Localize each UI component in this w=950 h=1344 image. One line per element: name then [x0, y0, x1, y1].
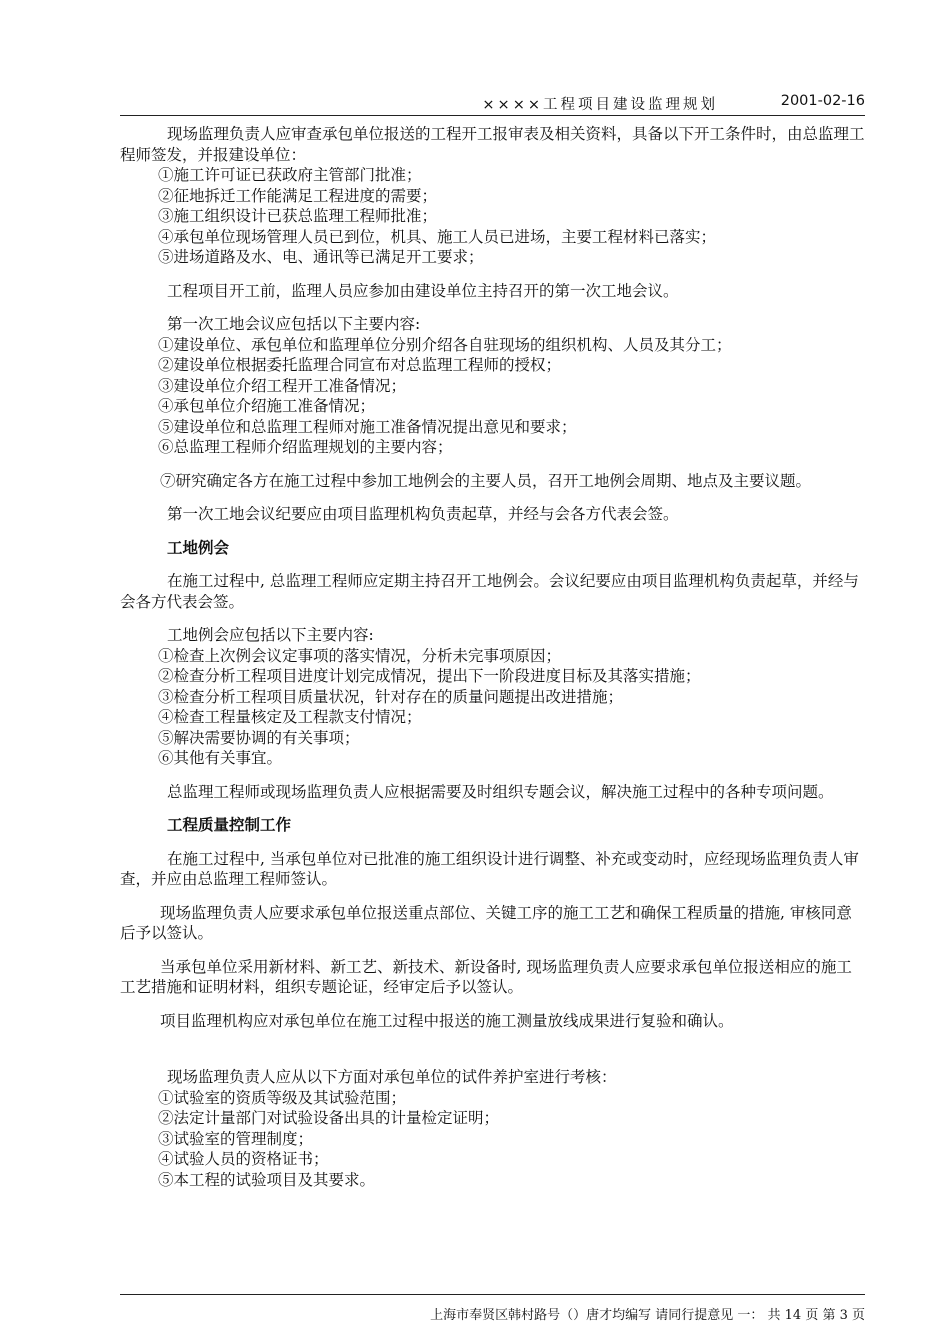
- list-item: ⑤本工程的试验项目及其要求。: [158, 1170, 376, 1189]
- document-body: [120, 124, 865, 1190]
- quality-paragraph-4: 项目监理机构应对承包单位在施工过程中报送的施工测量放线成果进行复验和确认。: [160, 1011, 734, 1030]
- first-meeting-item-7: ⑦研究确定各方在施工过程中参加工地例会的主要人员，召开工地例会周期、地点及主要议题。: [160, 471, 812, 490]
- list-item: ④检查工程量核定及工程款支付情况；: [158, 708, 422, 726]
- list-item: ④试验人员的资格证书；: [158, 1150, 329, 1168]
- list-item: ④承包单位现场管理人员已到位，机具、施工人员已进场，主要工程材料已落实；: [158, 227, 717, 246]
- header-date: 2001-02-16: [780, 93, 865, 109]
- list-item: ⑥其他有关事宜。: [158, 749, 283, 767]
- list-item: ①建设单位、承包单位和监理单位分别介绍各自驻现场的组织机构、人员及其分工；: [158, 335, 732, 354]
- list-item: ⑤解决需要协调的有关事项；: [158, 728, 360, 747]
- site-meeting-intro: 在施工过程中, 总监理工程师应定期主持召开工地例会。会议纪要应由项目监理机构负责起草，并经与会各方代表会签。: [120, 572, 859, 611]
- list-item: ③施工组织设计已获总监理工程师批准；: [158, 207, 438, 225]
- header-title: ××××工程项目建设监理规划: [482, 97, 718, 113]
- list-item: ①施工许可证已获政府主管部门批准；: [158, 166, 422, 184]
- first-meeting-content-intro: 第一次工地会议应包括以下主要内容:: [167, 315, 421, 333]
- section-heading-site-meeting: 工地例会: [167, 538, 230, 557]
- section-heading-quality: 工程质量控制工作: [167, 816, 292, 834]
- list-item: ③试验室的管理制度；: [158, 1129, 314, 1148]
- list-item: ⑥总监理工程师介绍监理规划的主要内容；: [158, 438, 453, 456]
- list-item: ①试验室的资质等级及其试验范围；: [158, 1088, 407, 1107]
- list-item: ③建设单位介绍工程开工准备情况；: [158, 376, 407, 395]
- list-item: ⑤建设单位和总监理工程师对施工准备情况提出意见和要求；: [158, 417, 577, 436]
- special-meeting-paragraph: 总监理工程师或现场监理负责人应根据需要及时组织专题会议，解决施工过程中的各种专项问题。: [167, 782, 834, 801]
- first-meeting-minutes: 第一次工地会议纪要应由项目监理机构负责起草，并经与会各方代表会签。: [167, 505, 679, 523]
- lab-assessment-intro: 现场监理负责人应从以下方面对承包单位的试件养护室进行考核：: [167, 1068, 617, 1086]
- footer-text: 上海市奉贤区韩村路号（）唐才均编写 请同行提意见 一： 共 14 页 第 3 页: [430, 1308, 865, 1323]
- start-conditions-intro: 现场监理负责人应审查承包单位报送的工程开工报审表及相关资料，具备以下开工条件时，由总监理工程师签发，并报建设单位：: [120, 125, 865, 164]
- list-item: ②征地拆迁工作能满足工程进度的需要；: [158, 186, 438, 205]
- list-item: ①检查上次例会议定事项的落实情况，分析未完事项原因；: [158, 646, 562, 665]
- list-item: ②建设单位根据委托监理合同宣布对总监理工程师的授权；: [158, 356, 562, 374]
- page-header: [120, 91, 865, 116]
- list-item: ⑤进场道路及水、电、通讯等已满足开工要求；: [158, 248, 484, 266]
- list-item: ②法定计量部门对试验设备出具的计量检定证明；: [158, 1109, 500, 1127]
- site-meeting-content-intro: 工地例会应包括以下主要内容:: [167, 626, 374, 644]
- list-item: ④承包单位介绍施工准备情况；: [158, 397, 376, 415]
- quality-paragraph-3: 当承包单位采用新材料、新工艺、新技术、新设备时, 现场监理负责人应要求承包单位报送相应的施工工艺措施和证明材料，组织专题论证，经审定后予以签认。: [120, 957, 852, 996]
- quality-paragraph-1: 在施工过程中, 当承包单位对已批准的施工组织设计进行调整、补充或变动时，应经现场监理负责人审查，并应由总监理工程师签认。: [120, 849, 859, 888]
- page-footer: [120, 1294, 865, 1325]
- list-item: ②检查分析工程项目进度计划完成情况，提出下一阶段进度目标及其落实措施；: [158, 667, 701, 685]
- quality-paragraph-2: 现场监理负责人应要求承包单位报送重点部位、关键工序的施工工艺和确保工程质量的措施, 审核同意后予以签认。: [120, 903, 852, 942]
- first-meeting-paragraph: 工程项目开工前，监理人员应参加由建设单位主持召开的第一次工地会议。: [167, 281, 679, 300]
- list-item: ③检查分析工程项目质量状况，针对存在的质量问题提出改进措施；: [158, 687, 624, 706]
